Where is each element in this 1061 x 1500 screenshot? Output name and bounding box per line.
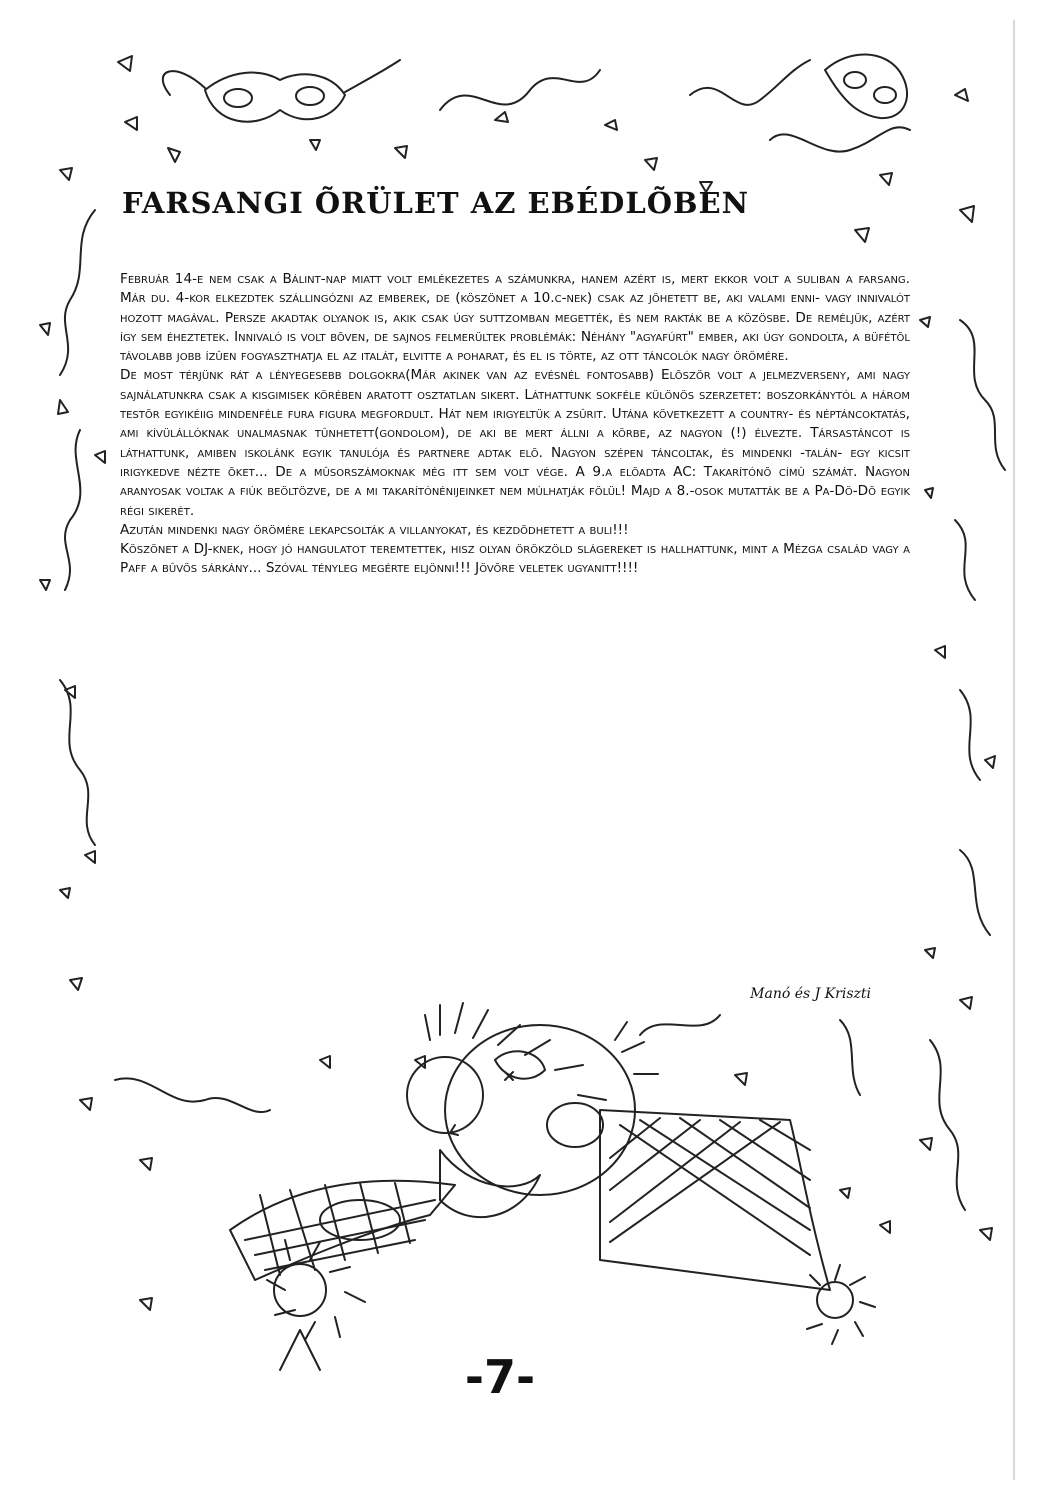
article-paragraph: Köszönet a DJ-knek, hogy jó hangulatot teremtettek, hisz olyan örökzöld slágereket is hallhattunk, mint a Mézga család vagy a Paff a bûvös sárkány... Szóval tényleg megérte eljönni!!! Jövõre veletek ugyanitt!!!! — [120, 541, 910, 577]
carnival-mask-icon — [163, 60, 400, 122]
article-paragraph: Azután mindenki nagy örömére lekapcsolták a villanyokat, és kezdõdhetett a buli!!! — [120, 521, 629, 538]
author-signature: Manó és J Kriszti — [750, 986, 871, 1002]
party-hat-icon — [600, 1110, 875, 1344]
carnival-mask-icon — [825, 54, 907, 118]
article-paragraph: Február 14-e nem csak a Bálint-nap miatt volt emlékezetes a számunkra, hanem azért is, mert ekkor volt a suliban a farsang. Már du. 4-kor elkezdtek szállingózni az emberek, de (köszönet a 10.c-nek) csak az jöhetett be, aki valami enni- vagy innivalót hozott magával. Persze akadtak olyanok is, akik csak úgy suttzomban megették, és nem rakták be a közösbe. De reméljük, azért így sem éheztetek. Innivaló is volt bõven, de sajnos felmerültek problémák: Néhány "agyafúrt" ember, aki úgy gondolta, a büfétõl távolabb jobb ízûen fogyaszthatja el az italát, elvitte a poharat, és el is törte, az ott táncolók nagy örömére. — [120, 271, 910, 365]
article-body — [120, 270, 910, 579]
party-horn-icon — [230, 1181, 455, 1370]
article-paragraph: De most térjünk rát a lényegesebb dolgokra(Már akinek van az evésnél fontosabb) Elõször volt a jelmezverseny, ami nagy sajnálatunkra csak a kisgimisek körében aratott osztatlan sikert. Láthattunk sokféle különös szerzetet: boszorkánytól a három testõr egyikéiig mindenféle fura figura megfordult. Hát nem irigyeltük a zsûrit. Utána következett a country- és néptáncoktatás, ami kívülállóknak unalmasnak tûnhetett(gondolom), de aki be mert állni a körbe, az nagyon (!) élvezte. Társastáncot is láthattunk, amiben iskolánk egyik tanulója és partnere adtak elõ. Nagyon szépen táncoltak, és mindenki -talán- egy kicsit irigykedve nézte õket... De a mûsorszámoknak még itt sem volt vége. A 9.a elõadta AC: Takarítónõ címû számát. Nagyon aranyosak voltak a fiúk beöltözve, de a mi takarítónénijeinket nem múlhatják fölül! Majd a 8.-osok mutatták be a Pa-Dö-Dõ egyik régi sikerét. — [120, 367, 910, 519]
confetti-icon — [40, 56, 995, 1310]
page-number: -7- — [464, 1350, 536, 1404]
streamer-icon — [60, 60, 1005, 1210]
article-title: FARSANGI ÕRÜLET AZ EBÉDLÕBEN — [122, 186, 750, 220]
